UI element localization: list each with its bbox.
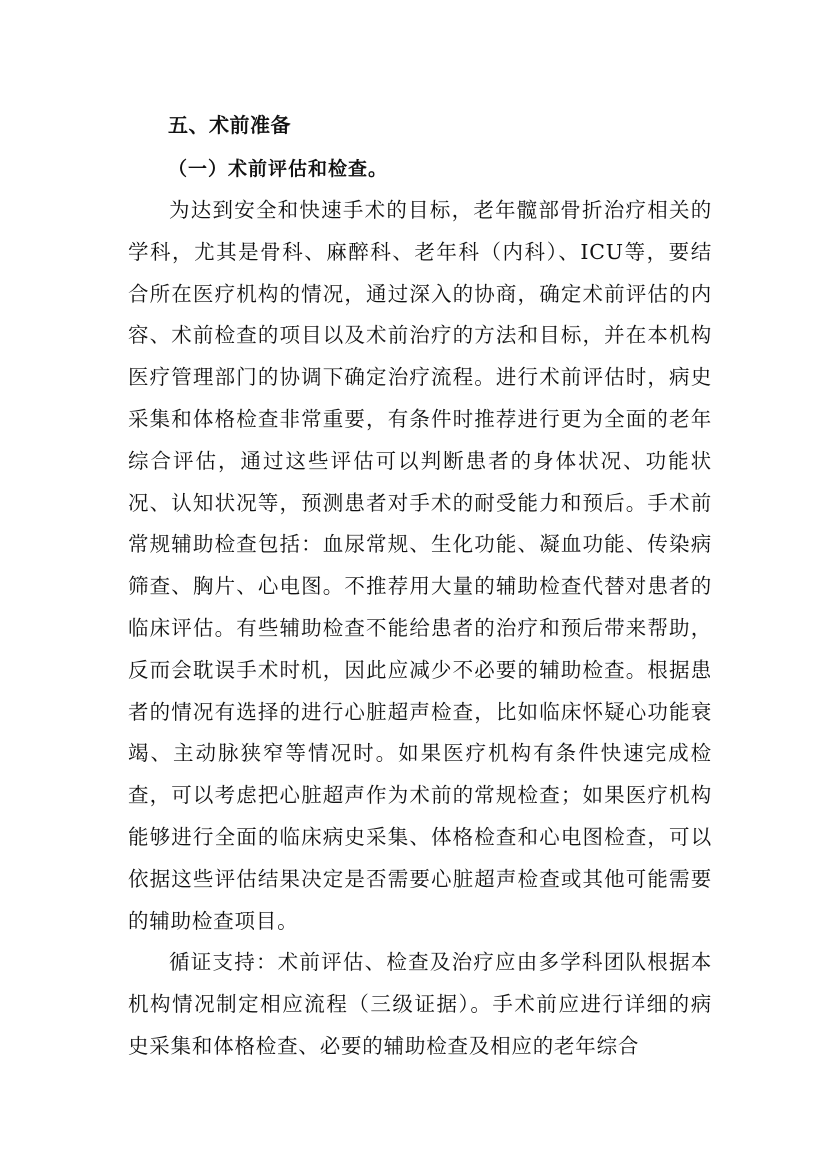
body-paragraph-preoperative-assessment: 为达到安全和快速手术的目标，老年髋部骨折治疗相关的学科，尤其是骨科、麻醉科、老年科（内科）、ICU等，要结合所在医疗机构的情况，通过深入的协商，确定术前评估的内容、术前检查的项目以及术前治疗的方法和目标，并在本机构医疗管理部门的协调下确定治疗流程。进行术前评估时，病史采集和体格检查非常重要，有条件时推荐进行更为全面的老年综合评估，通过这些评估可以判断患者的身体状况、功能状况、认知状况等，预测患者对手术的耐受能力和预后。手术前常规辅助检查包括：血尿常规、生化功能、凝血功能、传染病筛查、胸片、心电图。不推荐用大量的辅助检查代替对患者的临床评估。有些辅助检查不能给患者的治疗和预后带来帮助，反而会耽误手术时机，因此应减少不必要的辅助检查。根据患者的情况有选择的进行心脏超声检查，比如临床怀疑心功能衰竭、主动脉狭窄等情况时。如果医疗机构有条件快速完成检查，可以考虑把心脏超声作为术前的常规检查；如果医疗机构能够进行全面的临床病史采集、体格检查和心电图检查，可以依据这些评估结果决定是否需要心脏超声检查或其他可能需要的辅助检查项目。: [128, 198, 712, 933]
body-paragraph-evidence-support: 循证支持：术前评估、检查及治疗应由多学科团队根据本机构情况制定相应流程（三级证据）。手术前应进行详细的病史采集和体格检查、必要的辅助检查及相应的老年综合: [128, 950, 712, 1058]
document-content: [128, 102, 712, 1068]
subsection-title: （一）术前评估和检查。: [168, 158, 389, 180]
section-title: 五、术前准备: [168, 113, 291, 137]
